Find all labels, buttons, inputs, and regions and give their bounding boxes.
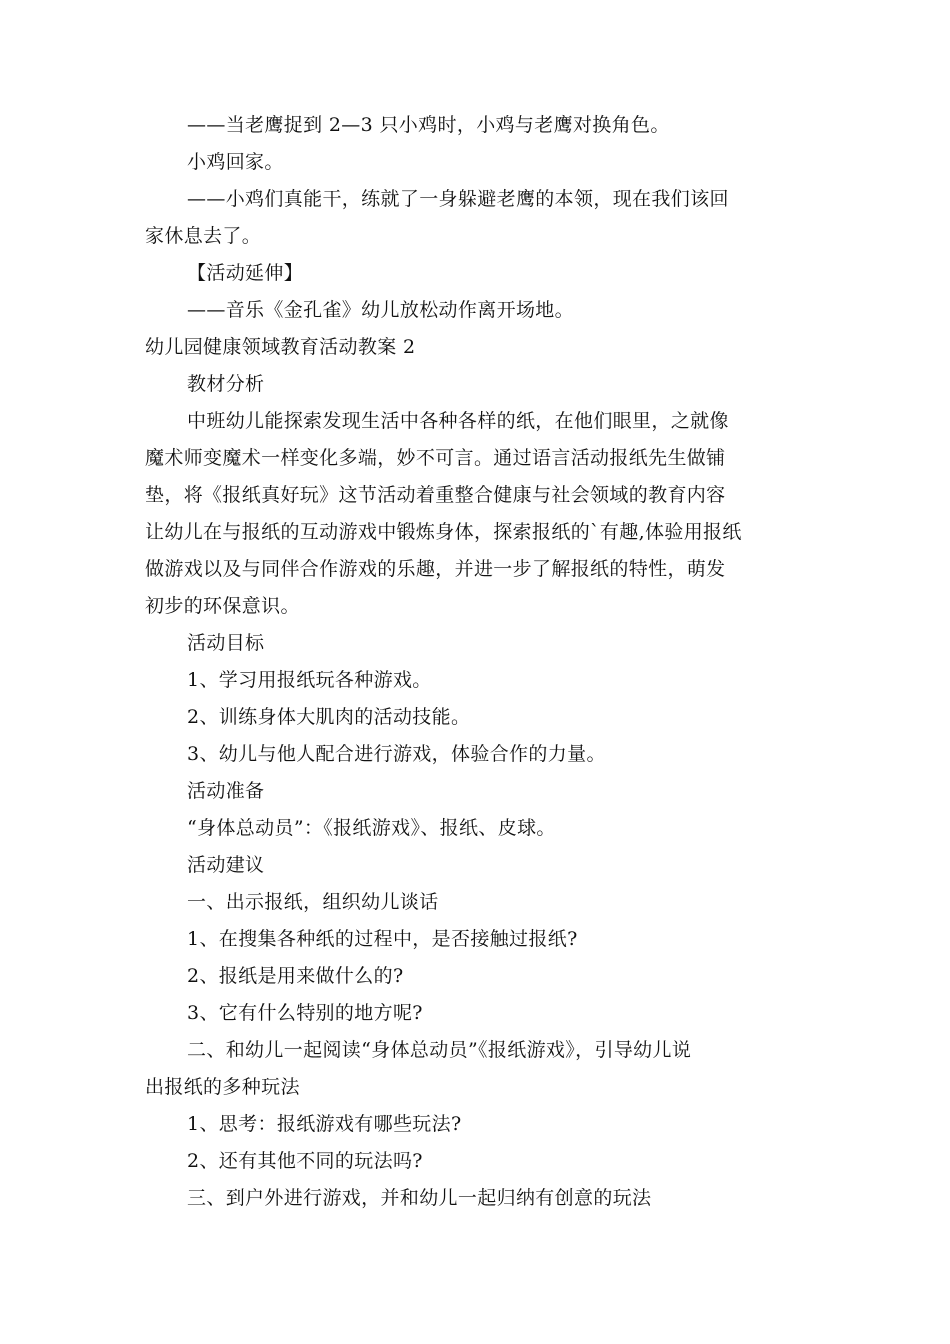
text-line: 三、到户外进行游戏，并和幼儿一起归纳有创意的玩法 xyxy=(187,1187,652,1209)
text-line: 3、它有什么特别的地方呢? xyxy=(187,1002,423,1024)
text-line: 【活动延伸】 xyxy=(187,262,304,284)
text-line: ——音乐《金孔雀》幼儿放松动作离开场地。 xyxy=(187,299,575,321)
text-line: 1、思考：报纸游戏有哪些玩法? xyxy=(187,1113,462,1135)
text-line: 魔术师变魔术一样变化多端，妙不可言。通过语言活动报纸先生做铺 xyxy=(145,447,726,469)
text-line: 垫，将《报纸真好玩》这节活动着重整合健康与社会领域的教育内容 xyxy=(145,484,726,506)
text-line: 2、报纸是用来做什么的? xyxy=(187,965,404,987)
text-line: “身体总动员”：《报纸游戏》、报纸、皮球。 xyxy=(187,817,556,839)
text-line: 出报纸的多种玩法 xyxy=(145,1076,300,1098)
text-line: 小鸡回家。 xyxy=(187,151,284,173)
text-line: 初步的环保意识。 xyxy=(145,595,300,617)
text-line: 2、训练身体大肌肉的活动技能。 xyxy=(187,706,471,728)
text-line: 活动准备 xyxy=(187,780,265,802)
text-line: 教材分析 xyxy=(187,373,265,395)
text-line: 让幼儿在与报纸的互动游戏中锻炼身体，探索报纸的`有趣,体验用报纸 xyxy=(145,521,742,543)
text-line: 活动建议 xyxy=(187,854,265,876)
text-line: 1、在搜集各种纸的过程中，是否接触过报纸? xyxy=(187,928,578,950)
text-line: 1、学习用报纸玩各种游戏。 xyxy=(187,669,432,691)
text-line: 活动目标 xyxy=(187,632,265,654)
text-line: 中班幼儿能探索发现生活中各种各样的纸，在他们眼里，之就像 xyxy=(187,410,729,432)
text-line: 3、幼儿与他人配合进行游戏，体验合作的力量。 xyxy=(187,743,606,765)
text-line: 幼儿园健康领域教育活动教案 2 xyxy=(145,336,416,358)
text-line: ——当老鹰捉到 2—3 只小鸡时，小鸡与老鹰对换角色。 xyxy=(187,114,670,136)
document-body xyxy=(145,107,810,1217)
text-line: 做游戏以及与同伴合作游戏的乐趣，并进一步了解报纸的特性，萌发 xyxy=(145,558,726,580)
text-line: 2、还有其他不同的玩法吗? xyxy=(187,1150,423,1172)
text-line: 一、出示报纸，组织幼儿谈话 xyxy=(187,891,439,913)
text-line: 二、和幼儿一起阅读“身体总动员”《报纸游戏》，引导幼儿说 xyxy=(187,1039,692,1061)
text-line: 家休息去了。 xyxy=(145,225,262,247)
text-line: ——小鸡们真能干，练就了一身躲避老鹰的本领，现在我们该回 xyxy=(187,188,729,210)
